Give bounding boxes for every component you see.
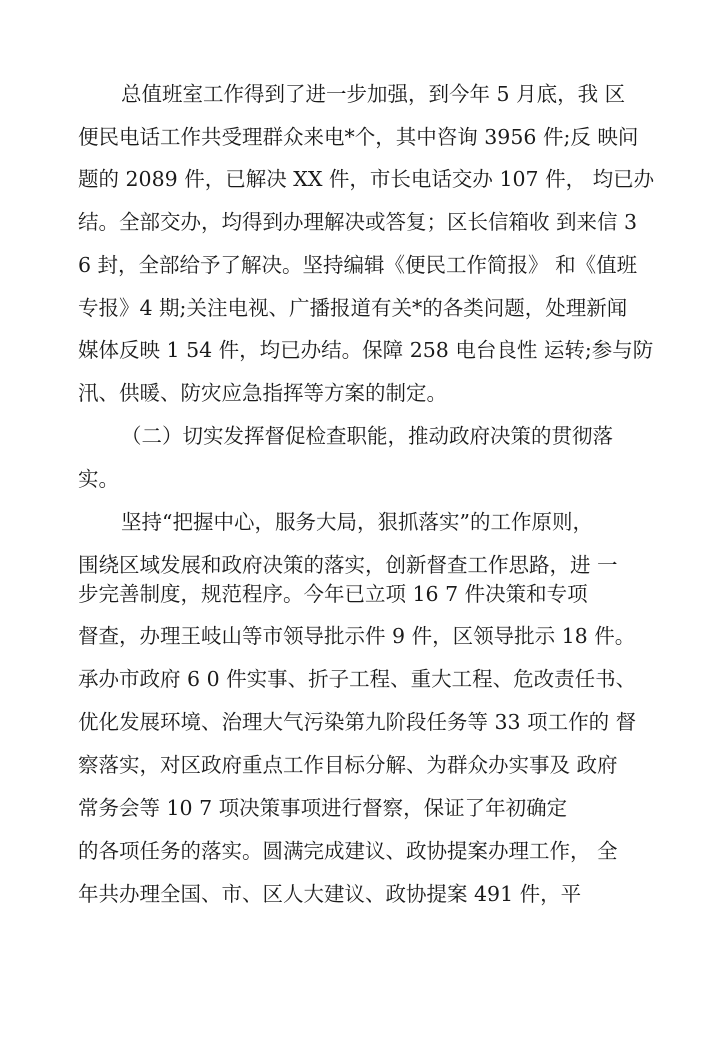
text-line-3: 题的 2089 件，已解决 XX 件，市长电话交办 107 件， 均已办 [78, 167, 655, 191]
text-line-5: 6 封，全部给予了解决。坚持编辑《便民工作简报》 和《值班 [78, 253, 638, 277]
text-line-16: 优化发展环境、治理大气污染第九阶段任务等 33 项工作的 督 [78, 710, 637, 734]
text-line-17: 察落实，对区政府重点工作目标分解、为群众办实事及 政府 [78, 753, 618, 777]
text-line-4: 结。全部交办，均得到办理解决或答复；区长信箱收 到来信 3 [78, 210, 638, 234]
text-line-20: 年共办理全国、市、区人大建议、政协提案 491 件，平 [78, 882, 582, 906]
text-line-7: 媒体反映 1 54 件，均已办结。保障 258 电台良性 运转;参与防 [78, 338, 654, 362]
text-line-6: 专报》4 期;关注电视、广播报道有关*的各类问题，处理新闻 [78, 296, 628, 320]
text-line-18: 常务会等 10 7 项决策事项进行督察，保证了年初确定 [78, 796, 568, 820]
text-line-13: 步完善制度，规范程序。今年已立项 16 7 件决策和专项 [78, 582, 588, 606]
text-line-10: 实。 [78, 467, 119, 491]
text-line-15: 承办市政府 6 0 件实事、折子工程、重大工程、危改责任书、 [78, 667, 637, 691]
text-line-14: 督查，办理王岐山等市领导批示件 9 件，区领导批示 18 件。 [78, 624, 636, 648]
text-line-1: 总值班室工作得到了进一步加强，到今年 5 月底，我 区 [121, 82, 626, 106]
text-line-2: 便民电话工作共受理群众来电*个，其中咨询 3956 件;反 映问 [78, 125, 639, 149]
text-line-8: 汛、供暖、防灾应急指挥等方案的制定。 [78, 381, 447, 405]
text-line-19: 的各项任务的落实。圆满完成建议、政协提案办理工作， 全 [78, 839, 618, 863]
section-heading-2: （二）切实发挥督促检查职能，推动政府决策的贯彻落 [121, 424, 613, 448]
text-line-11: 坚持“把握中心，服务大局，狠抓落实”的工作原则， [121, 510, 593, 534]
text-line-12: 围绕区域发展和政府决策的落实，创新督查工作思路，进 一 [78, 553, 618, 577]
